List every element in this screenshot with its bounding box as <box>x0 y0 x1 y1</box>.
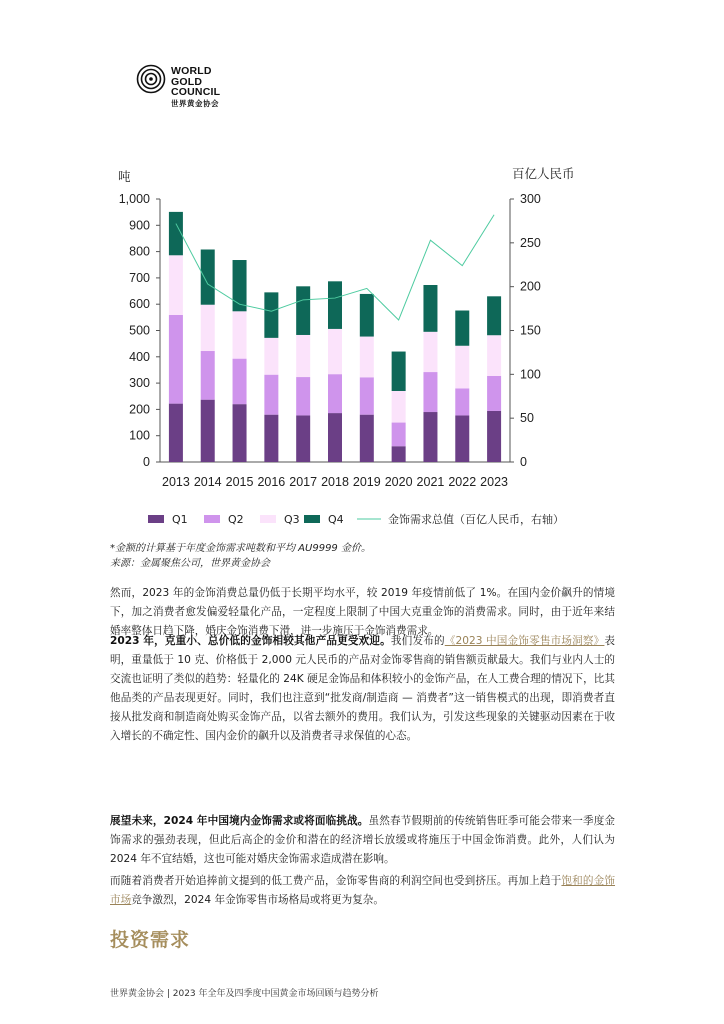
left-tick-label: 800 <box>129 244 150 259</box>
bar-q2-2017 <box>296 377 310 415</box>
right-tick-label: 250 <box>520 235 541 250</box>
logo-line-3: COUNCIL <box>171 86 221 98</box>
bar-q3-2014 <box>201 305 215 351</box>
left-tick-label: 700 <box>129 270 150 285</box>
x-tick-label: 2023 <box>480 475 508 489</box>
bar-q4-2018 <box>328 281 342 329</box>
legend-label-q1: Q1 <box>172 513 188 526</box>
bar-q1-2015 <box>233 404 247 462</box>
bar-q1-2022 <box>455 415 469 462</box>
bar-q2-2016 <box>264 375 278 415</box>
bar-q2-2019 <box>360 377 374 414</box>
bar-q3-2021 <box>423 332 437 372</box>
legend-label-line: 金饰需求总值（百亿人民币，右轴） <box>388 513 564 526</box>
paragraph-3-lead: 展望未来，2024 年中国境内金饰需求或将面临挑战。 <box>110 815 369 827</box>
bar-q1-2019 <box>360 415 374 462</box>
legend-swatch-q1 <box>148 515 164 523</box>
legend-swatch-q2 <box>204 515 220 523</box>
bar-q3-2015 <box>233 311 247 358</box>
paragraph-4 <box>110 872 615 910</box>
right-tick-label: 100 <box>520 367 541 382</box>
right-tick-label: 50 <box>520 411 534 426</box>
bar-q2-2018 <box>328 374 342 413</box>
bar-q4-2023 <box>487 296 501 335</box>
logo-wordmark <box>171 66 220 109</box>
right-tick-label: 0 <box>520 455 527 469</box>
left-tick-label: 200 <box>129 402 150 417</box>
right-axis-unit: 百亿人民币 <box>512 166 575 181</box>
legend-label-q4: Q4 <box>328 513 344 526</box>
wgc-logo-icon <box>136 64 166 94</box>
left-tick-label: 100 <box>129 428 150 443</box>
bar-q3-2019 <box>360 337 374 378</box>
chart-source: 来源：金属聚焦公司，世界黄金协会 <box>110 558 270 569</box>
left-tick-label: 400 <box>129 349 150 364</box>
x-tick-label: 2021 <box>416 475 445 489</box>
bar-q2-2021 <box>423 372 437 412</box>
bar-q2-2014 <box>201 351 215 400</box>
bar-q4-2016 <box>264 292 278 337</box>
paragraph-3-text: 虽然春节假期前的传统销售旺季可能会带来一季度金饰需求的强劲表现，但此后高企的金价和潜在的经济增长放缓或将施压于中国金饰消费。此外，人们认为 2024 年不宜结婚，这也可能对婚庆金饰需求造成潜在影响。 <box>110 815 616 865</box>
bar-q4-2022 <box>455 311 469 346</box>
x-tick-label: 2020 <box>384 475 413 489</box>
bar-q4-2020 <box>392 352 406 391</box>
bar-q3-2023 <box>487 335 501 376</box>
paragraph-4-pre: 而随着消费者开始追捧前文提到的低工费产品，金饰零售商的利润空间也受到挤压。再加上趋于 <box>110 875 562 887</box>
bar-q1-2023 <box>487 411 501 462</box>
bar-q2-2020 <box>392 423 406 447</box>
chart-footnote: *金额的计算基于年度金饰需求吨数和平均 AU9999 金价。 <box>110 543 371 554</box>
jewellery-demand-chart <box>100 158 620 536</box>
bar-q2-2023 <box>487 376 501 411</box>
bar-q3-2022 <box>455 346 469 389</box>
paragraph-1-text: 然而，2023 年的金饰消费总量仍低于长期平均水平，较 2019 年疫情前低了 1%。在国内金价飙升的情境下，加之消费者愈发偏爱轻量化产品，一定程度上限制了中国大克重金饰的消费需求。同时，由于近年来结婚率整体日趋下降，婚庆金饰消费下滑，进一步施压于金饰消费需求。 <box>110 587 615 637</box>
chart-notes <box>110 541 371 571</box>
bar-q1-2017 <box>296 415 310 462</box>
bar-q3-2017 <box>296 335 310 377</box>
left-tick-label: 500 <box>129 323 150 338</box>
logo-line-1: WORLD <box>171 65 212 77</box>
x-tick-label: 2017 <box>289 475 318 489</box>
bar-q2-2015 <box>233 359 247 404</box>
bar-q1-2018 <box>328 413 342 462</box>
bar-q1-2020 <box>392 446 406 462</box>
legend-label-q2: Q2 <box>228 513 244 526</box>
x-tick-label: 2014 <box>193 475 222 489</box>
paragraph-2 <box>110 632 615 746</box>
bar-q1-2014 <box>201 400 215 462</box>
left-axis-unit: 吨 <box>118 169 131 184</box>
x-tick-label: 2022 <box>448 475 477 489</box>
paragraph-3 <box>110 812 615 869</box>
bar-q4-2017 <box>296 286 310 335</box>
paragraph-2-lead: 2023 年，克重小、总价低的金饰相较其他产品更受欢迎。 <box>110 635 391 647</box>
legend-label-q3: Q3 <box>284 513 300 526</box>
legend-swatch-q4 <box>304 515 320 523</box>
right-tick-label: 300 <box>520 192 541 206</box>
logo-line-2: GOLD <box>171 75 203 88</box>
bar-q4-2019 <box>360 294 374 337</box>
retail-insights-report-link[interactable]: 《2023 中国金饰零售市场洞察》 <box>444 635 605 647</box>
legend-swatch-q3 <box>260 515 276 523</box>
paragraph-2-post: 表明，重量低于 10 克、价格低于 2,000 元人民币的产品对金饰零售商的销售额贡献最大。我们与业内人士的交流也证明了类似的趋势：轻量化的 24K 硬足金饰品和体积较小的金饰产品，在人工费合理的情况下，比其他品类的产品表现更好。同时，我们也注意到“批发商/制造商 — 消费者”这一销售模式的出现，即消费者直接从批发商和制造商处购买金饰产品，以省去额外的费用。我们认为，引发这些现象的关键驱动因素在于收入增长的不确定性、国内金价的飙升以及消费者寻求保值的心态。 <box>110 635 616 742</box>
bar-q2-2022 <box>455 388 469 415</box>
paragraph-4-post: 竞争激烈，2024 年金饰零售市场格局或将更为复杂。 <box>131 894 384 906</box>
left-tick-label: 1,000 <box>118 192 150 206</box>
left-tick-label: 0 <box>143 455 150 469</box>
saturated-market-link[interactable]: 饱和的金饰市场 <box>110 875 616 906</box>
bar-q3-2018 <box>328 329 342 374</box>
right-tick-label: 150 <box>520 323 541 338</box>
bar-q1-2016 <box>264 415 278 462</box>
left-tick-label: 600 <box>129 297 150 312</box>
bar-q3-2013 <box>169 255 183 315</box>
x-tick-label: 2019 <box>352 475 381 489</box>
x-tick-label: 2015 <box>225 475 254 489</box>
paragraph-2-pre: 我们发布的 <box>390 635 445 647</box>
x-tick-label: 2018 <box>321 475 349 489</box>
x-tick-label: 2013 <box>162 475 190 489</box>
left-tick-label: 900 <box>129 218 150 233</box>
bar-q3-2016 <box>264 338 278 375</box>
page-footer: 世界黄金协会 | 2023 年全年及四季度中国黄金市场回顾与趋势分析 <box>110 989 379 999</box>
bar-q1-2013 <box>169 404 183 462</box>
left-tick-label: 300 <box>129 376 150 391</box>
bar-q4-2014 <box>201 249 215 304</box>
wgc-logo <box>136 64 256 110</box>
bar-q1-2021 <box>423 412 437 462</box>
logo-chinese: 世界黄金协会 <box>171 98 219 108</box>
section-title-investment: 投资需求 <box>110 929 191 951</box>
x-tick-label: 2016 <box>257 475 286 489</box>
bar-q3-2020 <box>392 391 406 423</box>
bar-q4-2021 <box>423 285 437 332</box>
bar-q2-2013 <box>169 315 183 404</box>
right-tick-label: 200 <box>520 279 541 294</box>
